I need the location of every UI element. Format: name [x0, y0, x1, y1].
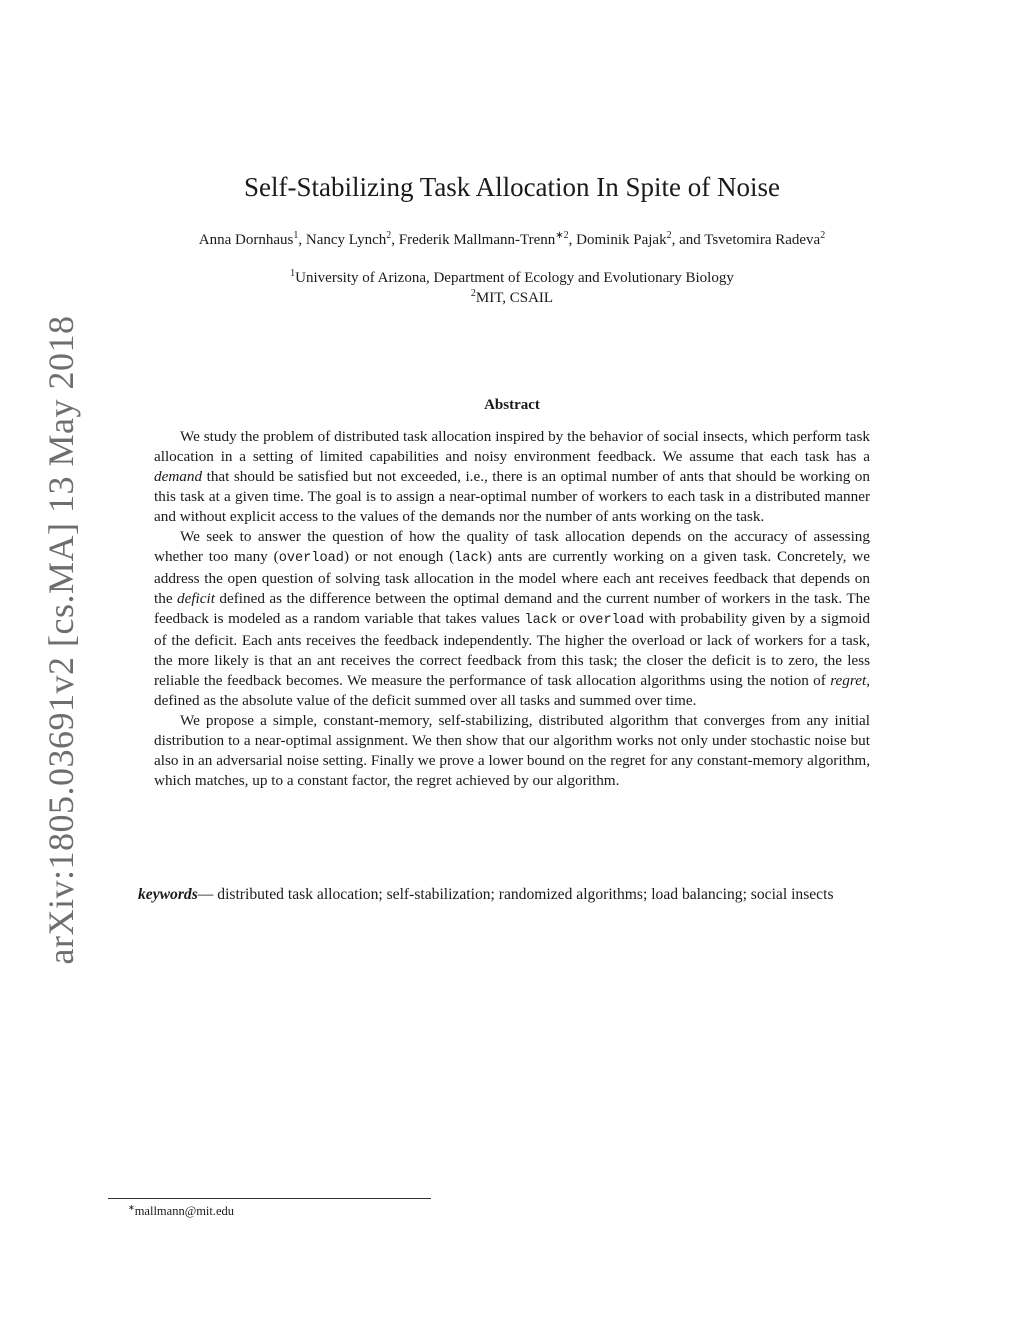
author-separator: ,	[568, 232, 577, 248]
arxiv-identifier: arXiv:1805.03691v2 [cs.MA] 13 May 2018	[41, 315, 81, 965]
author-separator: ,	[298, 232, 306, 248]
author-affiliation-mark: 1	[293, 230, 299, 241]
keywords-text: distributed task allocation; self-stabilization; randomized algorithms; load balancing; social insects	[217, 886, 834, 903]
author-name: Frederik Mallmann-Trenn	[398, 232, 556, 248]
text-run: We study the problem of distributed task allocation inspired by the behavior of social insects, which perform task allocation in a setting of limited capabilities and noisy environment feedback. We assume that each task has a	[154, 428, 870, 465]
affiliation-2	[0, 290, 1024, 307]
emphasized-term: demand	[154, 468, 203, 485]
abstract-paragraph	[154, 711, 870, 791]
author-separator: ,	[391, 232, 399, 248]
author-affiliation-mark: 2	[820, 230, 826, 241]
paper-title: Self-Stabilizing Task Allocation In Spite of Noise	[243, 172, 781, 202]
code-term: overload	[278, 551, 344, 566]
text-run: or	[557, 610, 579, 627]
code-term: lack	[454, 551, 487, 566]
emphasized-term: deficit	[177, 590, 215, 607]
author-name: Dominik Pajak	[576, 232, 667, 248]
author-affiliation-mark: 2	[386, 230, 392, 241]
emphasized-term: regret	[830, 672, 867, 689]
affiliation-text: University of Arizona, Department of Ecology and Evolutionary Biology	[295, 270, 734, 286]
text-run: ) ants are currently working on a given task. Concretely, we address the open question of solving task allocation in the model where each ant receives feedback that depends on the	[154, 548, 870, 607]
author-affiliation-mark: 2	[666, 230, 672, 241]
text-run: , defined as the absolute value of the deficit summed over all tasks and summed over time.	[154, 672, 870, 709]
text-run: with probability given by a sigmoid of the deficit. Each ants receives the feedback independently. The higher the overload or lack of workers for a task, the more likely is that an ant receives the correct feedback from this task; the closer the deficit is to zero, the less reliable the feedback becomes. We measure the performance of task allocation algorithms using the notion of	[154, 610, 871, 689]
abstract-heading: Abstract	[484, 397, 540, 413]
author-name: Nancy Lynch	[305, 232, 387, 248]
abstract-paragraph	[154, 427, 870, 527]
code-term: overload	[578, 613, 645, 628]
text-run: We propose a simple, constant-memory, self-stabilizing, distributed algorithm that converges from any initial distribution to a near-optimal assignment. We then show that our algorithm works not only under stochastic noise but also in an adversarial noise setting. Finally we prove a lower bound on the regret for any constant-memory algorithm, which matches, up to a constant factor, the regret achieved by our algorithm.	[154, 712, 870, 789]
author-separator: , and	[671, 232, 705, 248]
footnote	[128, 1204, 234, 1219]
affiliation-mark: 1	[290, 268, 296, 279]
author-list	[0, 232, 1024, 249]
affiliation-1	[0, 270, 1024, 287]
keywords	[108, 884, 916, 906]
keywords-dash: —	[197, 886, 218, 903]
author-name: Anna Dornhaus	[198, 232, 294, 248]
text-run: defined as the difference between the optimal demand and the current number of workers in the task. The feedback is modeled as a random variable that takes values	[154, 590, 870, 627]
abstract-paragraph	[154, 527, 870, 711]
code-term: lack	[524, 613, 558, 628]
footnote-email: mallmann@mit.edu	[134, 1204, 235, 1218]
text-run: that should be satisfied but not exceeded, i.e., there is an optimal number of ants that should be working on this task at a given time. The goal is to assign a near-optimal number of workers to each task in a distributed manner and without explicit access to the values of the demands nor the number of ants working on the task.	[154, 468, 870, 525]
author-affiliation-mark: ∗2	[555, 230, 569, 241]
affiliation-text: MIT, CSAIL	[475, 290, 554, 306]
author-name: Tsvetomira Radeva	[704, 232, 821, 248]
abstract-body	[154, 427, 870, 791]
footnote-rule	[108, 1198, 431, 1199]
keywords-label: keywords	[138, 886, 198, 903]
affiliation-mark: 2	[470, 288, 476, 299]
text-run: ) or not enough (	[343, 548, 455, 565]
footnote-mark: ∗	[128, 1203, 135, 1212]
text-run: We seek to answer the question of how the quality of task allocation depends on the accuracy of assessing whether too many (	[154, 528, 870, 565]
